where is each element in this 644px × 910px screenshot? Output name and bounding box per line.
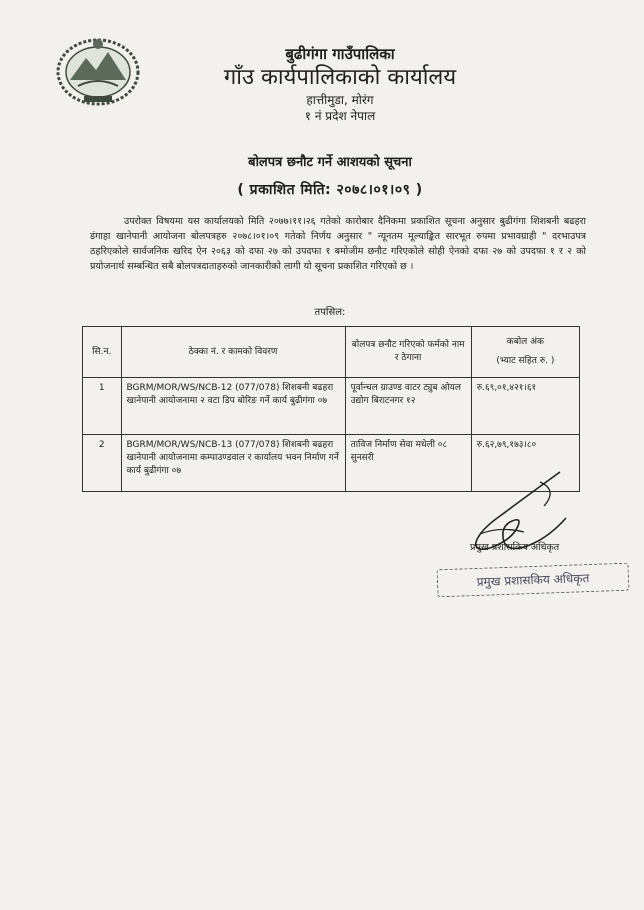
notice-title: बोलपत्र छनौट गर्ने आशयको सूचना [248, 155, 412, 170]
header-amount-label: कबोल अंक [506, 337, 544, 347]
header-work: ठेक्का नं. र कामको विवरण [121, 327, 345, 378]
header-sn: सि.न. [83, 327, 122, 378]
published-date: ( प्रकाशित मिति: २०७८।०१।०९ ) [237, 182, 423, 198]
header-firm: बोलपत्र छनौट गरिएको फर्मको नाम र ठेगाना [345, 327, 471, 378]
row-firm: ताविज निर्माण सेवा मधेली ०८ सुनसरी [345, 435, 471, 492]
header-amount-sub: (भ्याट सहित रु. ) [496, 356, 555, 366]
table-header-row [83, 327, 580, 378]
nepal-emblem-icon [48, 30, 148, 110]
annex-label: तपसिल: [314, 307, 346, 318]
province-name: १ नं प्रदेश नेपाल [304, 109, 376, 123]
row-work: BGRM/MOR/WS/NCB-13 (077/078) शिशबनी बढहरा खानेपानी आयोजनामा कम्पाउण्डवाल र कार्यालय भवन निर्माण गर्ने कार्य बुढीगंगा ०७ [121, 435, 345, 492]
letterhead [150, 44, 530, 124]
municipality-name: बुढीगंगा गाउँपालिका [285, 45, 395, 63]
office-address: हात्तीमुडा, मोरंग [306, 93, 374, 107]
row-sn: 1 [83, 378, 122, 435]
row-amount: रु.६२,७९,१७३।८० [471, 435, 579, 492]
notice-body: उपरोक्त विषयमा यस कार्यालयको मिति २०७७।११।२६ गतेको कारोबार दैनिकमा प्रकाशित सूचना अनुसार बुढीगंगा शिशबनी बढहरा डंगाहा खानेपानी आयोजना बोलपत्रहरु २०७८।०१।०९ गतेको निर्णय अनुसार " न्यूनतम मूल्याङ्कित सारभूत रुपमा प्रभावग्राही " दरभाउपत्र ठहरिएकोले सार्वजनिक खरिद ऐन २०६३ को दफा २७ को उपदफा १ बमोजीम छनौट गरिएकोले सोही ऐनको दफा २७ को उपदफा १ र २ को प्रयोजनार्थ सम्बन्धित सबै बोलपत्रदाताहरुको जानकारीको लागी यो सूचना प्रकाशित गरिएको छ । [90, 216, 586, 272]
bid-selection-table [82, 326, 580, 492]
row-amount: रु.६९,०१,४२१।६१ [471, 378, 579, 435]
office-name: गाँउ कार्यपालिकाको कार्यालय [223, 65, 457, 90]
officer-title: प्रमुख प्रशासकिय अधिकृत [470, 542, 560, 553]
header-amount [471, 327, 579, 378]
row-work: BGRM/MOR/WS/NCB-12 (077/078) शिशबनी बढहरा खानेपानी आयोजनामा २ वटा डिप बोरिङ गर्ने कार्य बुढीगंगा ०७ [121, 378, 345, 435]
table-row [83, 378, 580, 435]
row-firm: पूर्वान्चल ग्राउण्ड वाटर ट्युब ओयल उद्योग बिराटनगर १२ [345, 378, 471, 435]
row-sn: 2 [83, 435, 122, 492]
official-stamp: प्रमुख प्रशासकिय अधिकृत [437, 563, 630, 598]
